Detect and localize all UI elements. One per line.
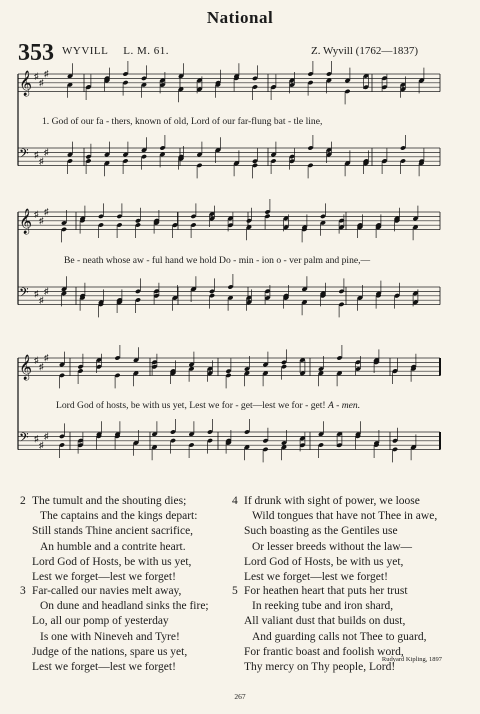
composer-credit: Z. Wyvill (1762—1837) xyxy=(311,45,418,57)
verse-line: Thy mercy on Thy people, Lord! xyxy=(244,661,396,674)
verse-line: Or lesser breeds without the law— xyxy=(252,540,413,553)
bass-clef-icon: 𝄢 xyxy=(19,432,29,448)
lyric-line-3-text: Lord God of hosts, be with us yet, Lest we for - get—lest we for - get! xyxy=(56,400,326,411)
verse-number: 2 xyxy=(20,495,26,507)
verse-line: Lest we forget—lest we forget! xyxy=(32,571,176,584)
sharp-icon: ♯ xyxy=(39,215,44,226)
sharp-icon: ♯ xyxy=(44,431,49,441)
sharp-icon: ♯ xyxy=(39,156,44,166)
sharp-icon: ♯ xyxy=(39,77,44,88)
verse-3 xyxy=(20,584,209,675)
sharp-icon: ♯ xyxy=(34,355,39,365)
verse-line: If drunk with sight of power, we loose xyxy=(244,495,420,507)
sharp-icon: ♯ xyxy=(44,352,49,363)
sharp-icon: ♯ xyxy=(34,209,39,219)
sharp-icon: ♯ xyxy=(39,295,44,305)
verse-line: Wild tongues that have not Thee in awe, xyxy=(252,510,438,523)
treble-clef-icon: 𝄞 xyxy=(19,70,33,95)
verse-line: Still stands Thine ancient sacrifice, xyxy=(32,525,194,538)
verse-line: Lord God of Hosts, be with us yet, xyxy=(244,555,404,568)
verse-line: On dune and headland sinks the fire; xyxy=(40,600,209,613)
sharp-icon: ♯ xyxy=(34,149,39,160)
tune-meter: L. M. 61. xyxy=(123,45,169,57)
verse-line: For heathen heart that puts her trust xyxy=(244,585,408,597)
author-credit: Rudyard Kipling, 1897 xyxy=(381,656,442,663)
sharp-icon: ♯ xyxy=(44,147,49,157)
verse-line: The tumult and the shouting dies; xyxy=(32,495,187,507)
verse-line: Lo, all our pomp of yesterday xyxy=(32,615,169,628)
treble-clef-icon: 𝄞 xyxy=(19,208,33,233)
verse-4 xyxy=(232,494,437,585)
bass-clef-icon: 𝄢 xyxy=(19,148,29,164)
verse-line: Judge of the nations, spare us yet, xyxy=(32,645,188,658)
verse-line: Far-called our navies melt away, xyxy=(32,585,182,597)
verse-number: 4 xyxy=(232,495,238,507)
verse-number: 5 xyxy=(232,585,238,597)
bass-clef-icon: 𝄢 xyxy=(19,287,29,303)
lyric-line-3 xyxy=(56,400,360,411)
tune-name: WYVILL xyxy=(62,45,108,57)
lyric-line-1: 1. God of our fa - thers, known of old, Lord of our far-flung bat - tle line, xyxy=(42,116,323,127)
verse-line: In reeking tube and iron shard, xyxy=(252,600,394,613)
sharp-icon: ♯ xyxy=(44,68,49,79)
verse-line: An humble and a contrite heart. xyxy=(40,540,186,553)
verse-line: And guarding calls not Thee to guard, xyxy=(252,630,427,643)
hymn-number: 353 xyxy=(18,40,54,66)
verse-line: Lord God of Hosts, be with us yet, xyxy=(32,555,192,568)
sharp-icon: ♯ xyxy=(39,440,44,450)
verse-number: 3 xyxy=(20,585,26,597)
sharp-icon: ♯ xyxy=(44,286,49,296)
amen-text: A - men. xyxy=(328,400,361,411)
lyric-line-2: Be - neath whose aw - ful hand we hold Do - min - ion o - ver palm and pine,— xyxy=(64,255,371,266)
treble-clef-icon: 𝄞 xyxy=(19,354,33,379)
verse-line: Lest we forget—lest we forget! xyxy=(244,571,388,584)
verse-line: Such boasting as the Gentiles use xyxy=(244,525,398,538)
page-number: 267 xyxy=(234,692,246,701)
verse-line: For frantic boast and foolish word, xyxy=(244,645,404,658)
verse-line: All valiant dust that builds on dust, xyxy=(244,615,406,628)
sharp-icon: ♯ xyxy=(34,288,39,299)
verse-line: The captains and the kings depart: xyxy=(40,510,198,523)
sharp-icon: ♯ xyxy=(34,71,39,81)
verse-line: Lest we forget—lest we forget! xyxy=(32,661,176,674)
sharp-icon: ♯ xyxy=(34,433,39,444)
verse-line: Is one with Nineveh and Tyre! xyxy=(40,630,180,643)
sharp-icon: ♯ xyxy=(44,206,49,217)
sharp-icon: ♯ xyxy=(39,361,44,372)
page-title: National xyxy=(206,8,274,27)
verse-2 xyxy=(20,494,197,585)
